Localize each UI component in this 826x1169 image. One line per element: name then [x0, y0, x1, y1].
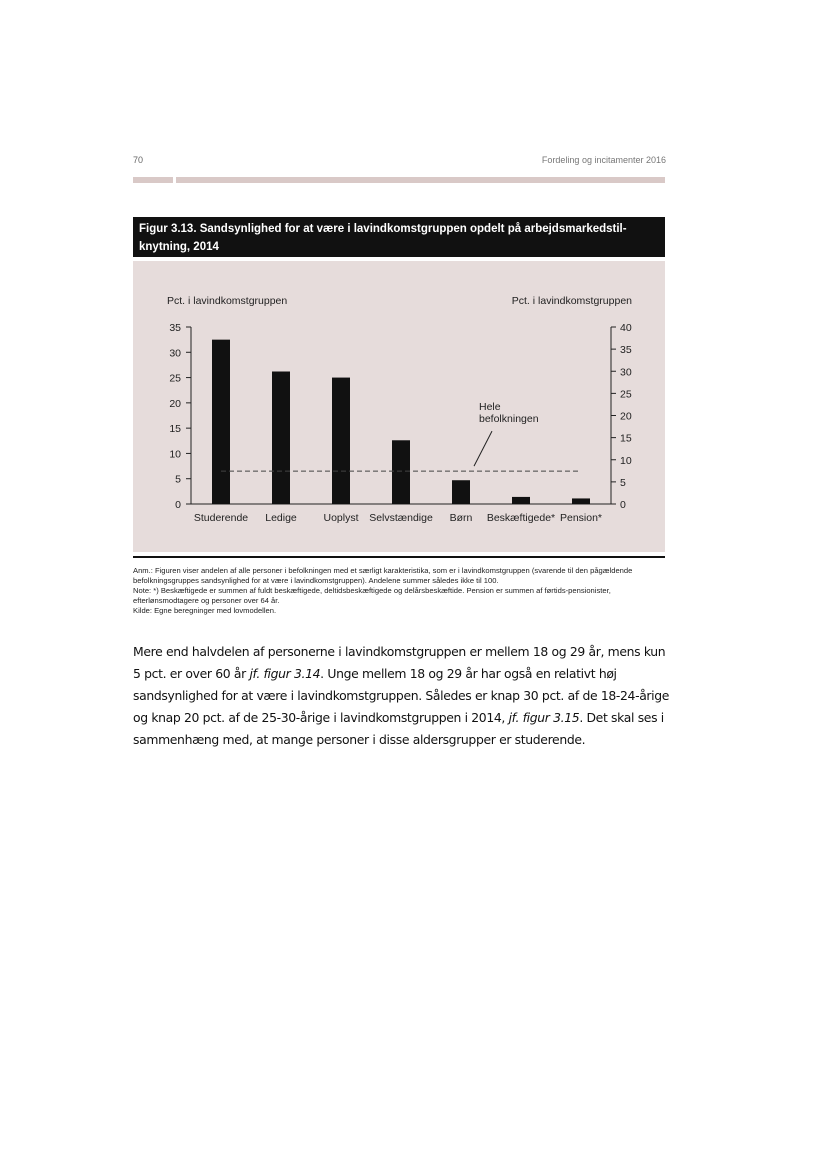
x-tick-label: Selvstændige: [369, 512, 433, 524]
figure-bottom-rule: [133, 556, 665, 558]
reference-leader-line: [474, 431, 492, 466]
body-text-c: . Det skal ses i sammenhæng med, at mange personer i disse aldersgrupper er studerende.: [133, 710, 664, 747]
x-tick-label: Uoplyst: [323, 512, 359, 524]
bar: [572, 498, 590, 504]
bar: [272, 372, 290, 504]
y-tick-label-left: 30: [169, 347, 181, 360]
figure-title: Figur 3.13. Sandsynlighed for at være i lavindkomstgruppen opdelt på arbejdsmarkedstil-knytning, 2014: [133, 217, 665, 257]
reference-line-label: Hele: [479, 401, 501, 413]
bar: [452, 480, 470, 504]
y-tick-label-left: 20: [169, 397, 181, 410]
figure-ref-3-14[interactable]: jf. figur 3.14: [249, 666, 321, 681]
bar: [212, 340, 230, 504]
bar: [512, 497, 530, 504]
y-tick-label-right: 10: [620, 454, 632, 467]
x-tick-label: Ledige: [265, 512, 297, 524]
reference-line-label: befolkningen: [479, 413, 539, 425]
header-rule-long: [176, 177, 665, 183]
y-tick-label-left: 0: [175, 499, 181, 511]
y-tick-label-left: 5: [175, 473, 181, 486]
y-tick-label-right: 20: [620, 410, 632, 423]
note-kilde: Kilde: Egne beregninger med lovmodellen.: [133, 606, 277, 615]
body-text-a: Mere end halvdelen af personerne i lavindkomstgruppen er mellem 18 og 29 år, mens kun 5 pct. er over 60 år: [133, 644, 666, 681]
x-tick-label: Studerende: [193, 512, 249, 524]
y-tick-label-left: 35: [169, 322, 181, 334]
page-number: 70: [133, 155, 144, 165]
y-axis-label-right: Pct. i lavindkomstgruppen: [511, 295, 632, 307]
y-tick-label-left: 15: [169, 423, 181, 436]
figure-notes: [133, 566, 665, 616]
running-header: Fordeling og incitamenter 2016: [541, 155, 666, 165]
y-tick-label-right: 25: [620, 388, 632, 401]
y-ticks-right: [611, 322, 632, 511]
y-tick-label-right: 35: [620, 344, 632, 357]
note-note: Note: *) Beskæftigede er summen af fuldt beskæftigede, deltidsbeskæftigede og delårsbeskæftide. Pension er summen af førtids-pensionister, efterlønsmodtagere og personer over 64 år.: [133, 586, 611, 605]
y-ticks-left: [169, 322, 191, 511]
y-tick-label-right: 40: [620, 322, 632, 334]
x-tick-label: Pension*: [559, 512, 603, 524]
y-tick-label-right: 30: [620, 366, 632, 379]
header-rule-short: [133, 177, 173, 183]
body-text-b: . Unge mellem 18 og 29 år har også en relativt høj sandsynlighed for at være i lavindkomstgruppen. Således er knap 30 pct. af de 18-24-årige og knap 20 pct. af de 25-30-årige i lavindkomstgruppen i 2014,: [133, 666, 670, 725]
x-tick-labels: [194, 512, 602, 524]
y-axis-label-left: Pct. i lavindkomstgruppen: [167, 295, 288, 307]
y-tick-label-right: 15: [620, 432, 632, 445]
figure-ref-3-15[interactable]: jf. figur 3.15: [508, 710, 580, 725]
x-tick-label: Børn: [449, 512, 473, 524]
bar: [332, 378, 350, 504]
y-tick-label-left: 25: [169, 372, 181, 385]
x-tick-label: Beskæftigede*: [486, 512, 556, 524]
body-paragraph: [133, 641, 673, 751]
y-tick-label-left: 10: [169, 448, 181, 461]
y-tick-label-right: 0: [620, 499, 626, 511]
bar-chart: [133, 261, 665, 552]
note-anm: Anm.: Figuren viser andelen af alle personer i befolkningen med et særligt karakteristika, som er i lavindkomstgruppen (svarende til den pågældende befolkningsgruppes sandsynlighed for at være i lavindkomstgruppen). Andelene summer således ikke til 100.: [133, 566, 633, 585]
bar: [392, 440, 410, 504]
y-tick-label-right: 5: [620, 476, 626, 489]
